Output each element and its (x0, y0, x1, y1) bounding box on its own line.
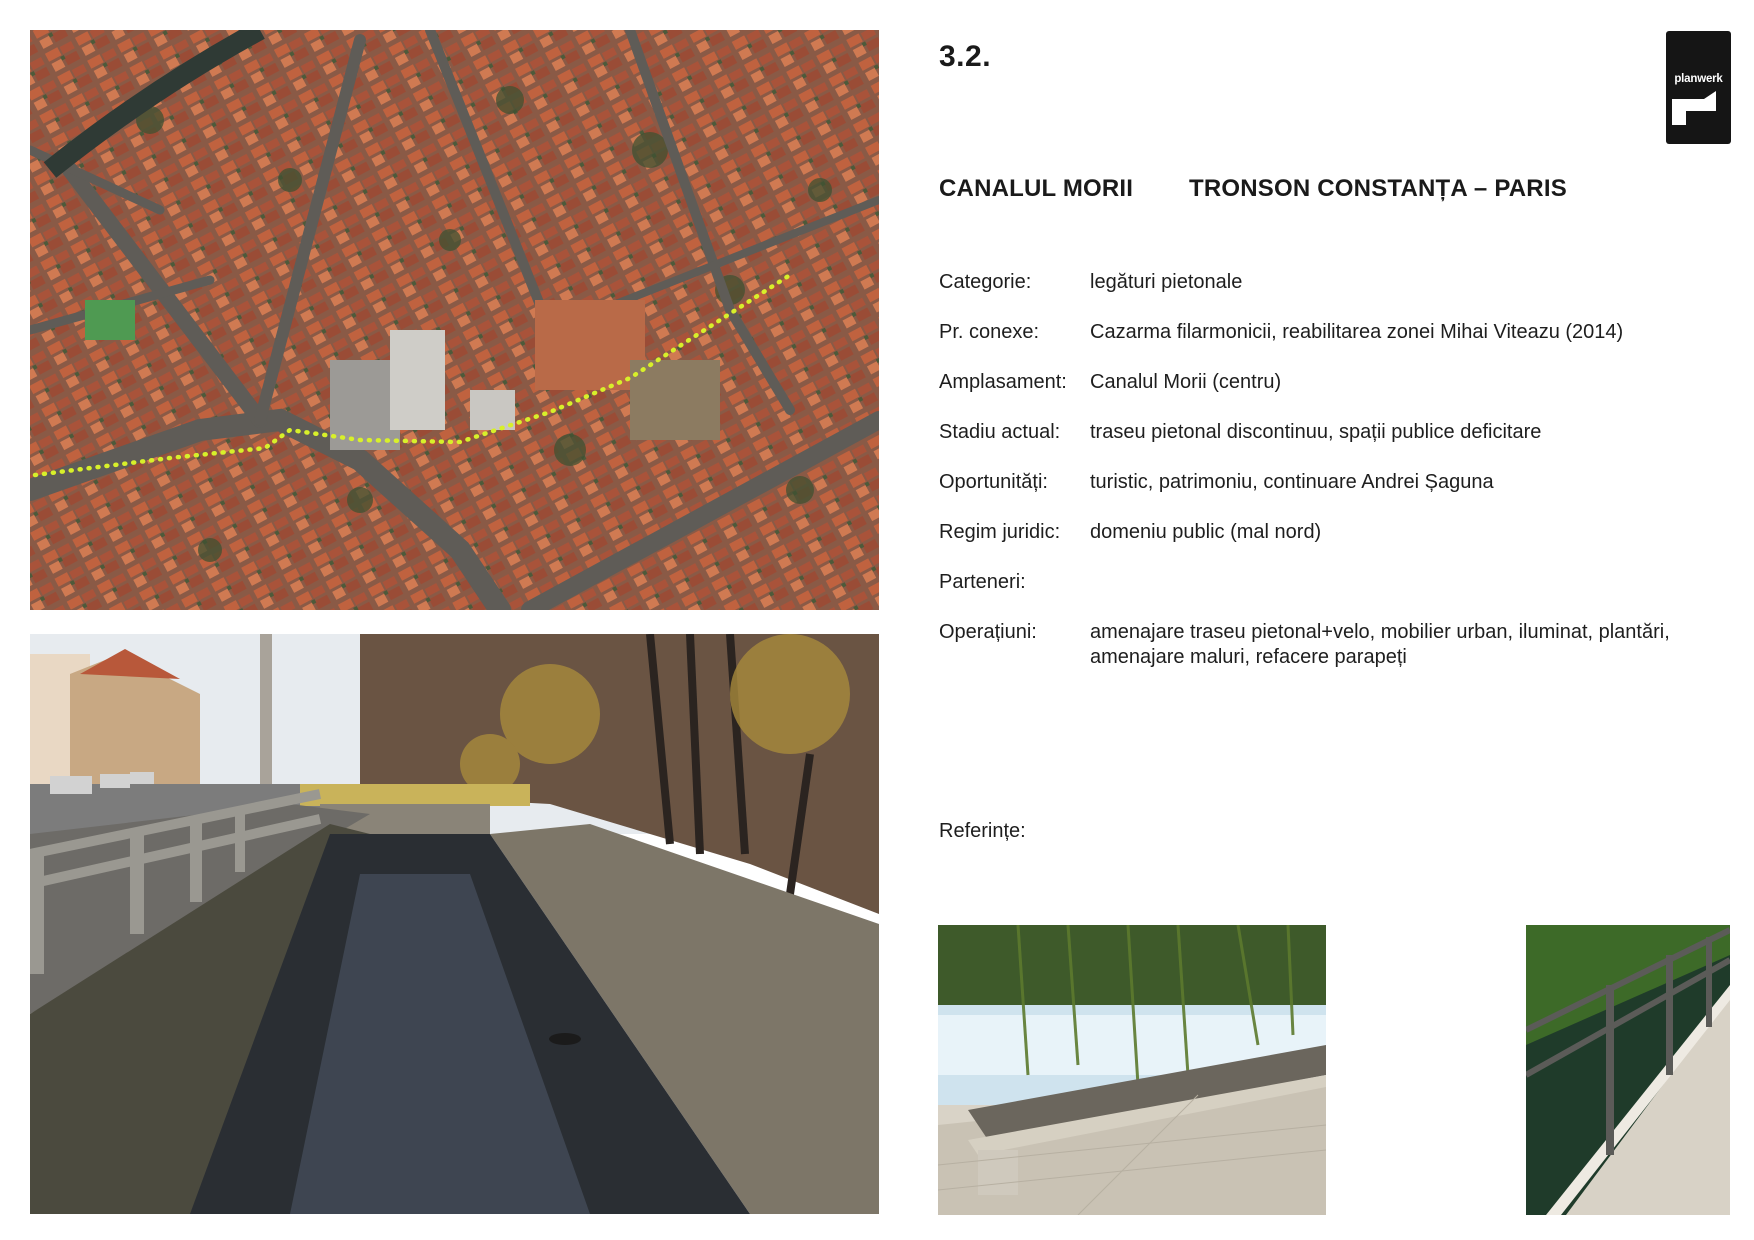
field-value-pr-conexe: Cazarma filarmonicii, reabilitarea zonei Mihai Viteazu (2014) (1090, 321, 1624, 343)
field-value-stadiu-actual: traseu pietonal discontinuu, spații publice deficitare (1090, 421, 1542, 443)
reference-photo-bench-drawing (938, 925, 1326, 1215)
field-label-pr-conexe: Pr. conexe: (939, 321, 1040, 343)
field-value-regim-juridic: domeniu public (mal nord) (1090, 521, 1322, 543)
reference-photo-railing (1526, 925, 1730, 1215)
references-label: Referințe: (939, 820, 1026, 842)
aerial-map-drawing (30, 30, 879, 610)
field-value-amplasament: Canalul Morii (centru) (1090, 371, 1282, 393)
field-label-operatiuni: Operațiuni: (939, 621, 1037, 643)
planwerk-logo (1666, 31, 1731, 144)
reference-photo-bench (938, 925, 1326, 1215)
field-value-oportunitati: turistic, patrimoniu, continuare Andrei Șaguna (1090, 471, 1494, 493)
reference-photo-railing-drawing (1526, 925, 1730, 1215)
field-value-operatiuni: amenajare traseu pietonal+velo, mobilier urban, iluminat, plantări, amenajare maluri, refacere parapeți (1090, 621, 1670, 668)
field-label-amplasament: Amplasament: (939, 371, 1067, 393)
field-value-categorie: legături pietonale (1090, 271, 1243, 293)
canal-photo-drawing (30, 634, 879, 1214)
field-label-regim-juridic: Regim juridic: (939, 521, 1061, 543)
aerial-map-image (30, 30, 879, 610)
canal-photo (30, 634, 879, 1214)
title-left: CANALUL MORII (939, 175, 1134, 202)
field-label-parteneri: Parteneri: (939, 571, 1026, 593)
title-right: TRONSON CONSTANȚA – PARIS (1189, 175, 1567, 202)
section-number: 3.2. (939, 40, 992, 73)
field-label-stadiu-actual: Stadiu actual: (939, 421, 1061, 443)
field-label-categorie: Categorie: (939, 271, 1032, 293)
logo-text: planwerk (1674, 73, 1723, 85)
field-label-oportunitati: Oportunități: (939, 471, 1048, 493)
logo-mark-icon (1672, 91, 1716, 125)
